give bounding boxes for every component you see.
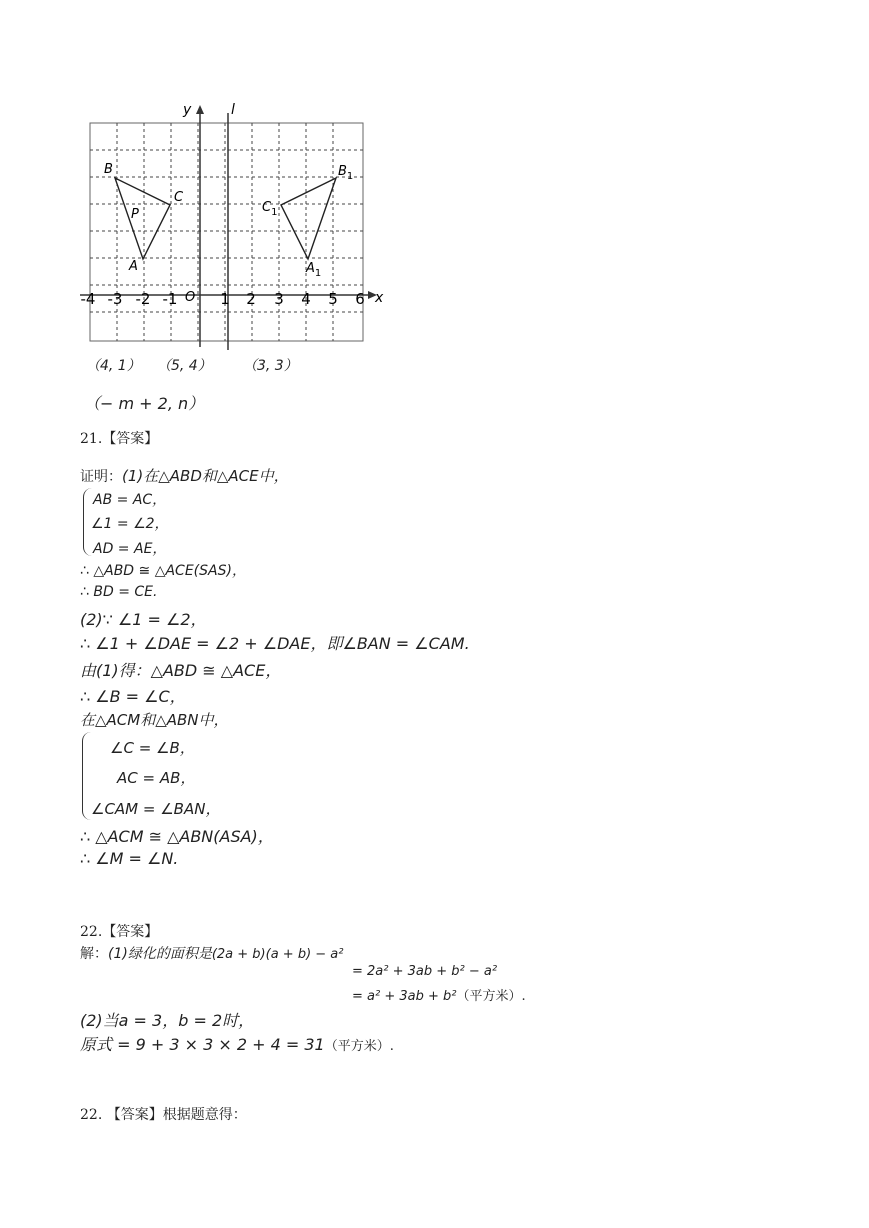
q21-line16: ∴ ∠M = ∠N.: [80, 849, 179, 868]
y-axis-label: y: [183, 102, 192, 118]
triangle-a1b1c1: [281, 178, 336, 259]
q21-line11: 在△ACM和△ABN中，: [80, 711, 229, 729]
line-l-label: l: [231, 102, 235, 118]
x-tick-labels: [81, 290, 365, 308]
q21-line6: ∴ BD = CE.: [80, 584, 158, 600]
point-b1-label: $B_1$: [338, 164, 354, 182]
q22-solution-label: 解：: [80, 946, 108, 962]
q22-header: 22.【答案】: [80, 924, 159, 940]
point-c1-label: $C_1$: [262, 200, 278, 218]
x-tick-label: 5: [328, 290, 338, 308]
q22-area-expression: (2a + b)(a + b) − a²: [211, 947, 344, 962]
q22-line3-unit: （平方米）.: [456, 989, 526, 1004]
x-tick-label: 4: [301, 290, 311, 308]
x-tick-label: 6: [355, 290, 365, 308]
origin-label: O: [185, 290, 196, 305]
x-tick-label: -4: [80, 290, 96, 308]
q22-line3-math: = a² + 3ab + b²: [352, 989, 457, 1004]
q21-brace1-item1: AB = AC，: [93, 492, 167, 508]
q21-brace2-item3: ∠CAM = ∠BAN，: [91, 800, 221, 818]
grid-lines: [90, 123, 363, 341]
q21-line7: (2)∵ ∠1 = ∠2，: [80, 610, 207, 629]
q21-line8: ∴ ∠1 + ∠DAE = ∠2 + ∠DAE，即∠BAN = ∠CAM.: [80, 634, 470, 653]
point-c-label: C: [174, 190, 184, 205]
q22-line1: [80, 943, 344, 963]
point-p-label: P: [131, 207, 139, 222]
q21-line1-math: (1)在△ABD和△ACE中，: [122, 467, 289, 485]
point-a-label: A: [129, 259, 138, 274]
q22-line4: (2)当a = 3，b = 2时，: [80, 1011, 255, 1030]
q21-brace2-item2: AC = AB，: [117, 769, 196, 787]
q22-line5-unit: （平方米）.: [324, 1039, 394, 1054]
point-b-label: B: [104, 162, 113, 177]
coordinate-figure: [70, 95, 400, 360]
grid-border: [90, 123, 363, 341]
point-a1-label: $A_1$: [306, 261, 322, 279]
q21-brace-2: [82, 732, 91, 820]
q21-line10: ∴ ∠B = ∠C，: [80, 687, 186, 706]
q22-line5: [80, 1032, 394, 1055]
q22-line5-math: 原式 = 9 + 3 × 3 × 2 + 4 = 31: [80, 1035, 325, 1054]
q21-line1: [80, 465, 289, 486]
coord-a1: （4, 1）: [86, 358, 141, 374]
q22b-header: 22. 【答案】根据题意得：: [80, 1107, 247, 1123]
triangle-abc: [115, 178, 170, 259]
y-axis-arrow: [196, 105, 204, 114]
coord-general: （− m + 2, n）: [84, 394, 205, 413]
x-tick-label: -3: [107, 290, 123, 308]
q21-brace1-item2: ∠1 = ∠2，: [91, 516, 169, 532]
x-tick-label: -2: [135, 290, 151, 308]
q21-brace2-item1: ∠C = ∠B，: [110, 739, 195, 757]
x-tick-label: -1: [162, 290, 178, 308]
q21-line15: ∴ △ACM ≅ △ABN(ASA)，: [80, 827, 274, 846]
q22-line3: [352, 985, 526, 1004]
x-tick-label: 3: [274, 290, 284, 308]
x-tick-label: 2: [246, 290, 256, 308]
q22-line2: = 2a² + 3ab + b² − a²: [352, 964, 498, 979]
q21-header: 21.【答案】: [80, 431, 159, 447]
coord-b1: （5, 4）: [157, 358, 212, 374]
coord-c1: （3, 3）: [243, 358, 298, 374]
q21-brace1-item3: AD = AE，: [93, 541, 167, 557]
q21-line9: 由(1)得：△ABD ≅ △ACE，: [80, 661, 282, 680]
q22-part1-label: (1)绿化的面积是: [108, 946, 212, 962]
x-axis-label: x: [375, 290, 384, 306]
q21-proof-label: 证明：: [80, 469, 122, 485]
x-tick-label: 1: [220, 290, 230, 308]
q21-line5: ∴ △ABD ≅ △ACE(SAS)，: [80, 563, 246, 579]
